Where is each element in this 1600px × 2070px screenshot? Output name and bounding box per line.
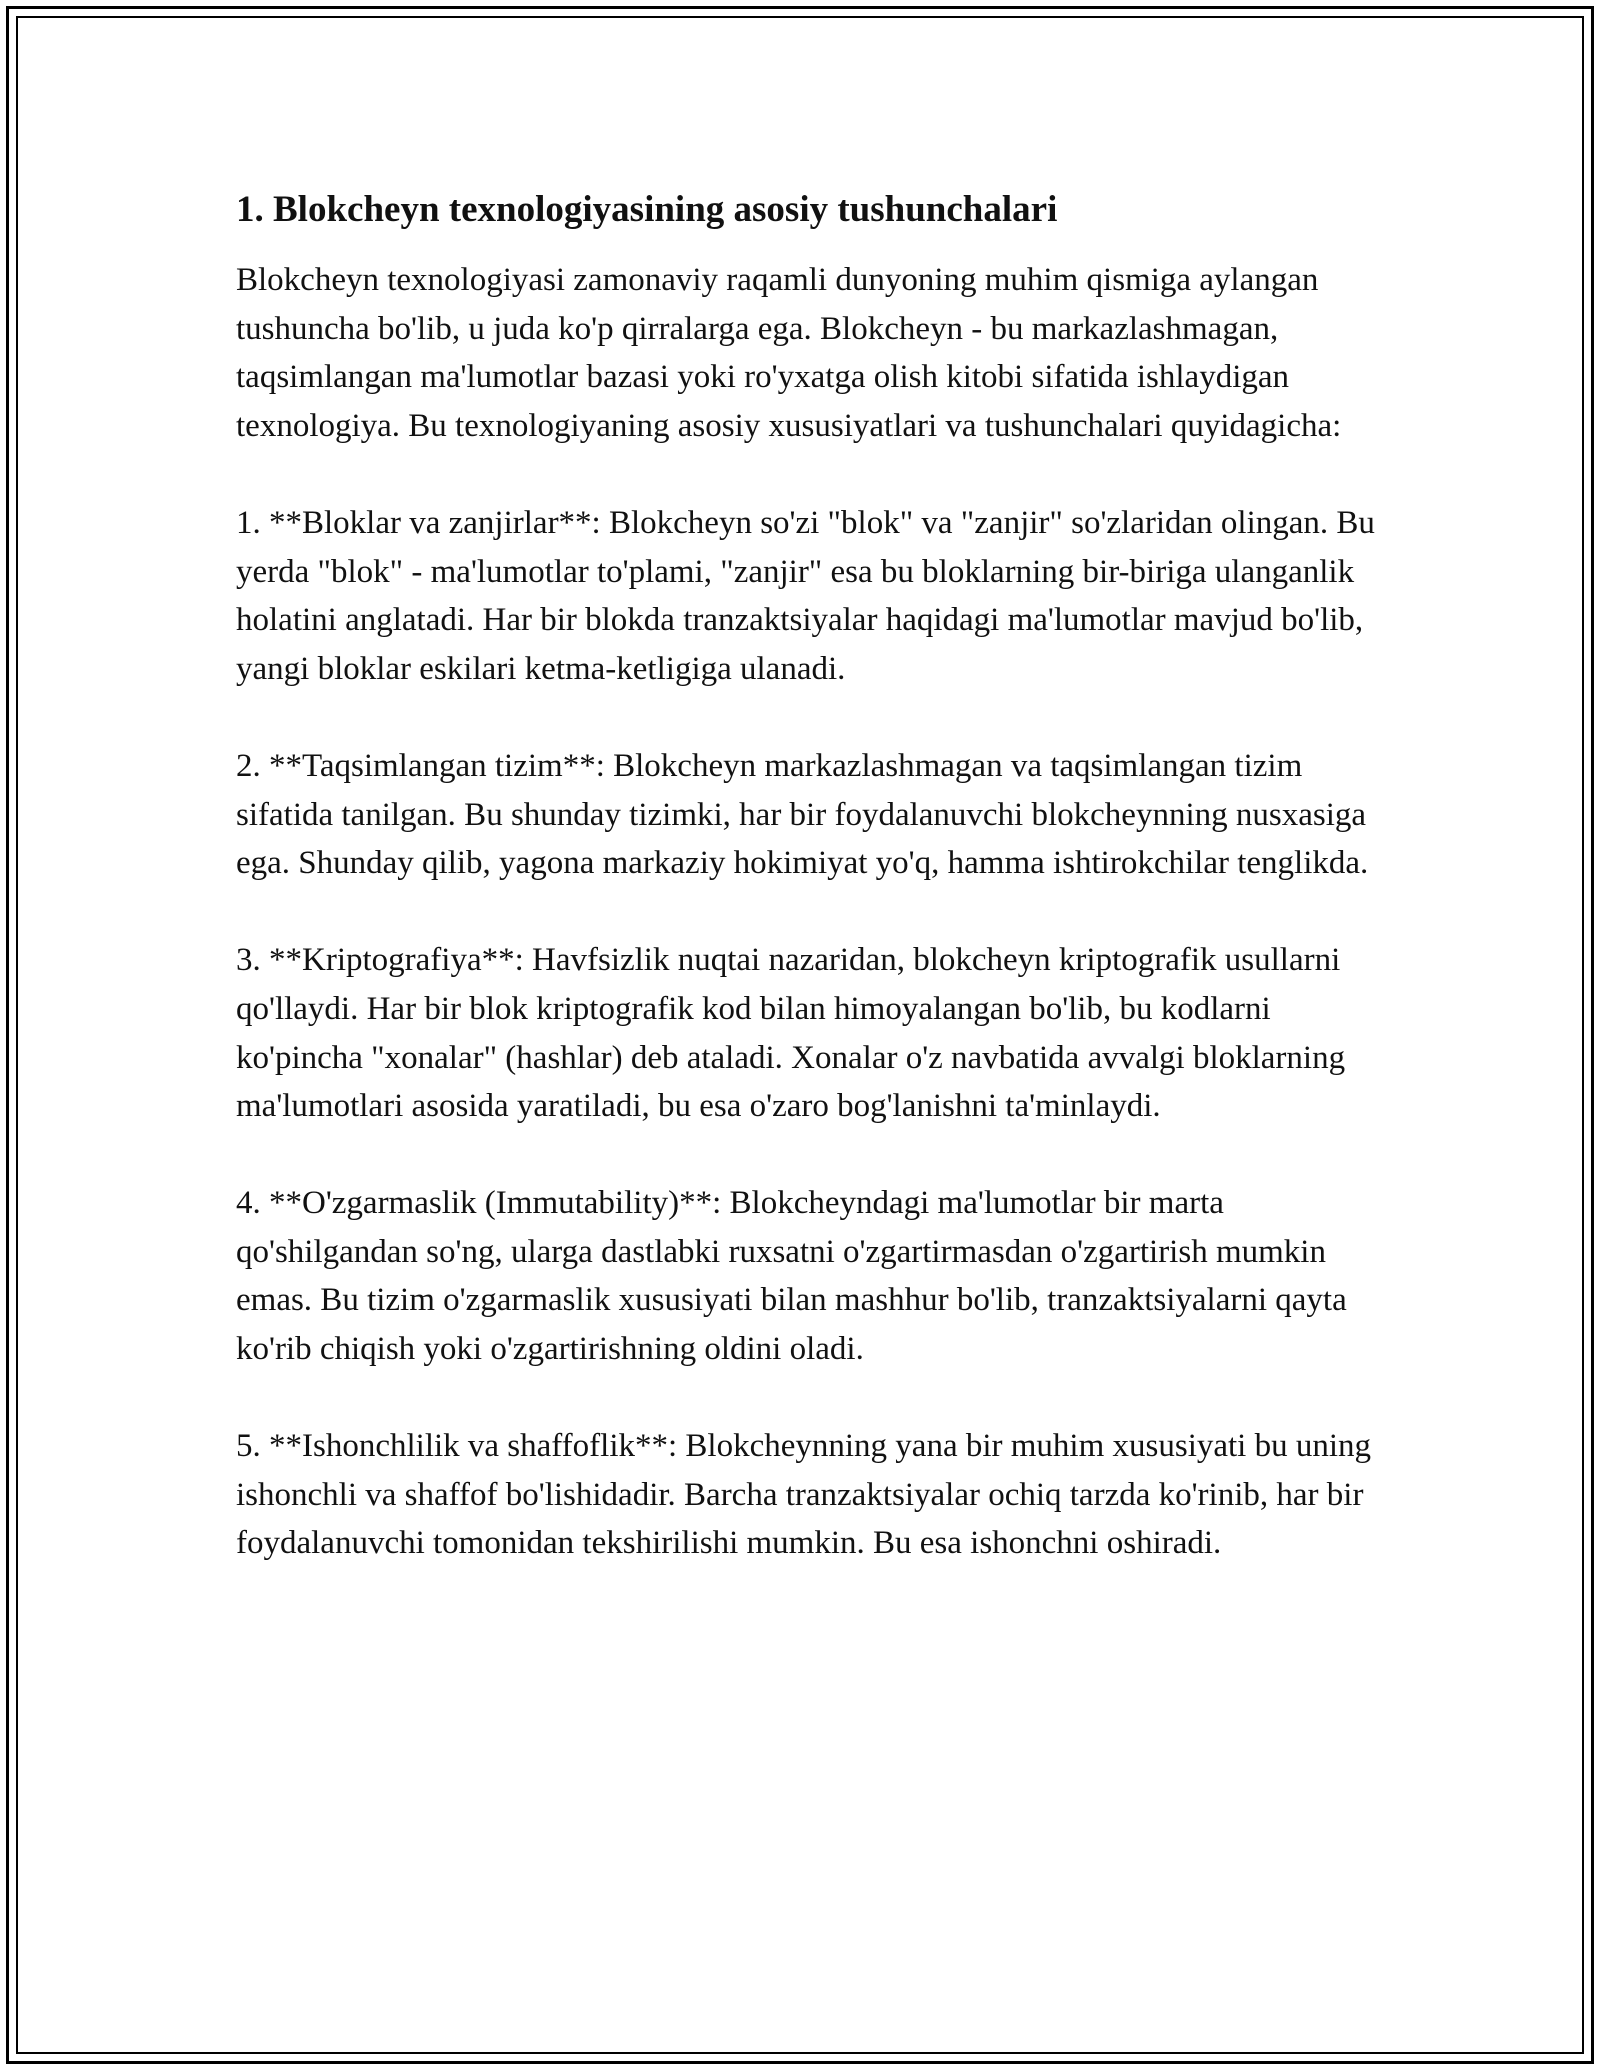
list-item-taqsimlangan-tizim: 2. **Taqsimlangan tizim**: Blokcheyn markazlashmagan va taqsimlangan tizim sifatida tanilgan. Bu shunday tizimki, har bir foydalanuvchi blokcheynning nusxasiga ega. Shunday qilib, yagona markaziy hokimiyat yo'q, hamma ishtirokchilar tenglikda.	[236, 747, 1369, 882]
intro-paragraph: Blokcheyn texnologiyasi zamonaviy raqamli dunyoning muhim qismiga aylangan tushuncha bo'lib, u juda ko'p qirralarga ega. Blokcheyn - bu markazlashmagan, taqsimlangan ma'lumotlar bazasi yoki ro'yxatga olish kitobi sifatida ishlaydigan texnologiya. Bu texnologiyaning asosiy xususiyatlari va tushunchalari quyidagicha:	[236, 262, 1342, 444]
document-title: 1. Blokcheyn texnologiyasining asosiy tushunchalari	[236, 189, 1058, 230]
list-item-ozgarmaslik: 4. **O'zgarmaslik (Immutability)**: Blokcheyndagi ma'lumotlar bir marta qo'shilgandan so'ng, ularga dastlabki ruxsatni o'zgartirmasdan o'zgartirish mumkin emas. Bu tizim o'zgarmaslik xususiyati bilan mashhur bo'lib, tranzaktsiyalarni qayta ko'rib chiqish yoki o'zgartirishning oldini oladi.	[236, 1185, 1347, 1368]
document-body	[236, 186, 1376, 1568]
list-item-bloklar: 1. **Bloklar va zanjirlar**: Blokcheyn so'zi "blok" va "zanjir" so'zlaridan olingan. Bu yerda "blok" - ma'lumotlar to'plami, "zanjir" esa bu bloklarning bir-biriga ulanganlik holatini anglatadi. Har bir blokda tranzaktsiyalar haqidagi ma'lumotlar mavjud bo'lib, yangi bloklar eskilari ketma-ketligiga ulanadi.	[236, 504, 1375, 687]
list-item-ishonchlilik: 5. **Ishonchlilik va shaffoflik**: Blokcheynning yana bir muhim xususiyati bu uning ishonchli va shaffof bo'lishidadir. Barcha tranzaktsiyalar ochiq tarzda ko'rinib, har bir foydalanuvchi tomonidan tekshirilishi mumkin. Bu esa ishonchni oshiradi.	[236, 1428, 1372, 1562]
list-item-kriptografiya: 3. **Kriptografiya**: Havfsizlik nuqtai nazaridan, blokcheyn kriptografik usullarni qo'llaydi. Har bir blok kriptografik kod bilan himoyalangan bo'lib, bu kodlarni ko'pincha "xonalar" (hashlar) deb ataladi. Xonalar o'z navbatida avvalgi bloklarning ma'lumotlari asosida yaratiladi, bu esa o'zaro bog'lanishni ta'minlaydi.	[236, 942, 1346, 1125]
